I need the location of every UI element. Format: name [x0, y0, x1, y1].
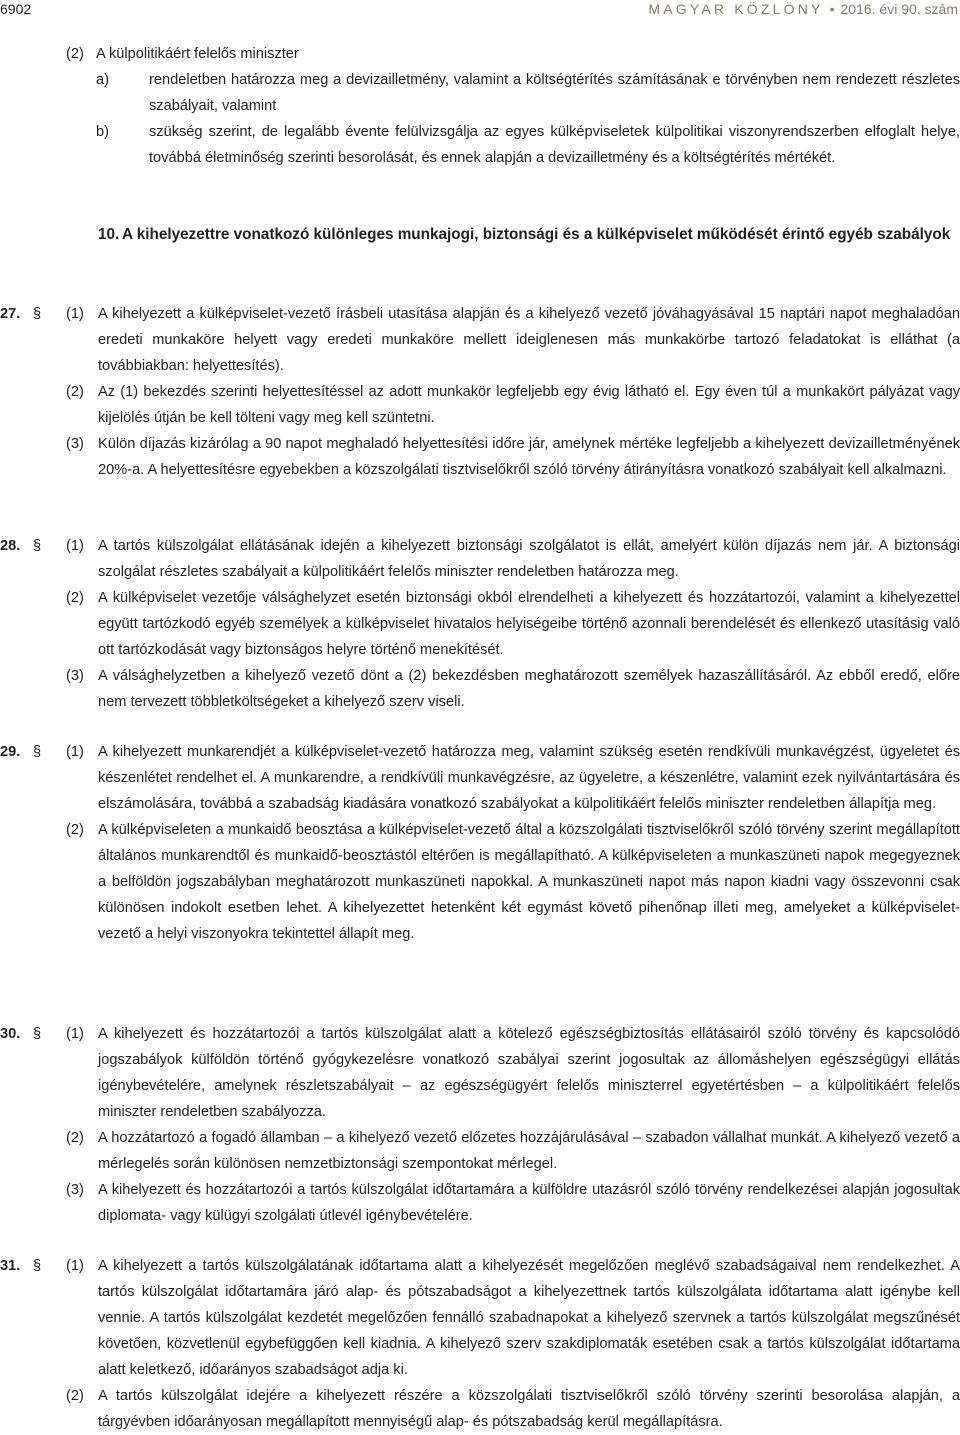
- paragraph-label: (3): [66, 668, 84, 684]
- chapter-number: 10.: [98, 226, 120, 243]
- paragraph: [0, 1125, 960, 1177]
- chapter-heading: [98, 222, 960, 248]
- section-28: [0, 533, 960, 715]
- paragraph: [0, 379, 960, 431]
- intro-subsection: [0, 41, 960, 67]
- section-sign: §: [33, 538, 42, 554]
- paragraph-text: A külképviseleten a munkaidő beosztása a külképviselet-vezető által a közszolgálati tisztviselőkről szóló törvény szerint megállapított általános munkarendtől és munkaidő-beosztástól eltérően is megállapítható. A külképviseleten a munkaszüneti napok megegyeznek a belföldön jogszabályban meghatározott munkaszüneti napokkal. A munkaszüneti napot más napon kiadni vagy összevonni csak különösen indokolt esetben lehet. A kihelyezettet hetenként két egymást követő pihenőnap illeti meg, amelyeket a külképviselet-vezető a helyi viszonyokra tekintettel állapít meg.: [98, 822, 960, 942]
- chapter-title: A kihelyezettre vonatkozó különleges munkajogi, biztonsági és a külképviselet működését érintő egyéb szabályok: [122, 226, 951, 243]
- paragraph-text: A külpolitikáért felelős miniszter: [96, 46, 299, 62]
- paragraph-label: (2): [66, 1130, 84, 1146]
- section-27: [0, 301, 960, 483]
- paragraph-label: (2): [66, 384, 84, 400]
- paragraph: [0, 1177, 960, 1229]
- section-number: 31.: [0, 1258, 21, 1274]
- paragraph-text: A kihelyezett és hozzátartozói a tartós külszolgálat alatt a kötelező egészségbiztosítás ellátásairól szóló törvény és kapcsolódó jogszabályok külföldön történő gyógykezelésre vonatkozó szabályai szerint jogosultak az állomáshelyen egészségügyi ellátás igénybevételére, amelynek részletszabályait – az egészségügyért felelős miniszterrel egyetértésben – a külpolitikáért felelős miniszter rendeletben szabályozza.: [98, 1026, 960, 1120]
- section-sign: §: [33, 306, 42, 322]
- paragraph-text: A tartós külszolgálat ellátásának idején a kihelyezett biztonsági szolgálatot is ellát, amelyért külön díjazás nem jár. A biztonsági szolgálat részletes szabályait a külpolitikáért felelős miniszter rendeletben határozza meg.: [98, 538, 960, 580]
- paragraph: [0, 1021, 960, 1125]
- paragraph-text: A kihelyezett munkarendjét a külképviselet-vezető határozza meg, valamint szükség esetén rendkívüli munkavégzést, ügyeletet és készenlétet rendelhet el. A munkarendre, a rendkívüli munkavégzésre, az ügyeletre, a készenlétre, valamint ezek nyilvántartására és elszámolására, továbbá a szabadság kiadására vonatkozó szabályokat a külpolitikáért felelős miniszter rendeletben állapítja meg.: [98, 744, 960, 812]
- section-sign: §: [33, 1026, 42, 1042]
- paragraph-text: A válsághelyzetben a kihelyező vezető dönt a (2) bekezdésben meghatározott személyek hazaszállításáról. Az ebből eredő, előre nem tervezett többletköltségeket a kihelyező szerv viseli.: [98, 668, 960, 710]
- item-text: rendeletben határozza meg a devizailletmény, valamint a költségtérítés számításának e törvényben nem rendezett részletes szabályait, valamint: [149, 72, 960, 114]
- page-header: [0, 0, 960, 22]
- paragraph-text: Külön díjazás kizárólag a 90 napot meghaladó helyettesítési időre jár, amelynek mértéke legfeljebb a kihelyezett devizailletményének 20%-a. A helyettesítésre egyebekben a közszolgálati tisztviselőkről szóló törvény átirányításra vonatkozó szabályait kell alkalmazni.: [98, 436, 960, 478]
- paragraph: [0, 431, 960, 483]
- paragraph-label: (1): [66, 1258, 84, 1274]
- paragraph-text: A külképviselet vezetője válsághelyzet esetén biztonsági okból elrendelheti a kihelyezett és hozzátartozói, valamint a kihelyezettel együtt tartózkodó egyéb személyek a külképviselet hivatalos helyiségeibe történő azonnali berendelését és ellenkező utasításig való ott tartózkodását vagy biztonságos helyre történő menekítését.: [98, 590, 960, 658]
- section-number: 30.: [0, 1026, 21, 1042]
- section-29: [0, 739, 960, 947]
- header-bullet: •: [829, 1, 835, 17]
- section-sign: §: [33, 744, 42, 760]
- section-30: [0, 1021, 960, 1229]
- paragraph: [0, 585, 960, 663]
- paragraph: [0, 1383, 960, 1435]
- paragraph-text: A kihelyezett a külképviselet-vezető írásbeli utasítása alapján és a kihelyező vezető jóváhagyásával 15 naptári napot meghaladóan eredeti munkaköre helyett vagy eredeti munkaköre mellett ideiglenesen más munkakörbe tartozó feladatokat is elláthat (a továbbiakban: helyettesítés).: [98, 306, 960, 374]
- intro-paragraph: [0, 41, 960, 171]
- item-text: szükség szerint, de legalább évente felülvizsgálja az egyes külképviseletek külpolitikai viszonyrendszerben elfoglalt helye, továbbá életminőség szerinti besorolását, és ennek alapján a devizailletmény és a költségtérítés mértékét.: [149, 124, 960, 166]
- paragraph-label: (3): [66, 436, 84, 452]
- list-item-b: [0, 119, 960, 171]
- paragraph: [0, 663, 960, 715]
- section-number: 27.: [0, 306, 21, 322]
- paragraph-label: (2): [66, 822, 84, 838]
- paragraph-text: A tartós külszolgálat idejére a kihelyezett részére a közszolgálati tisztviselőkről szóló törvény szerinti besorolása alapján, a tárgyévben időarányosan megállapított mennyiségű alap- és pótszabadság kerül megállapításra.: [98, 1388, 960, 1430]
- paragraph: [0, 817, 960, 947]
- section-number: 29.: [0, 744, 21, 760]
- section-31: [0, 1253, 960, 1435]
- paragraph-label: (1): [66, 744, 84, 760]
- journal-title: MAGYAR KÖZLÖNY: [648, 1, 824, 17]
- paragraph-label: (2): [66, 590, 84, 606]
- paragraph-label: (3): [66, 1182, 84, 1198]
- paragraph: [0, 1253, 960, 1383]
- issue-label: 2016. évi 90. szám: [840, 1, 958, 17]
- paragraph-text: Az (1) bekezdés szerinti helyettesítéssel az adott munkakör legfeljebb egy évig látható el. Egy éven túl a munkakört pályázat vagy kijelölés útján be kell tölteni vagy meg kell szüntetni.: [98, 384, 960, 426]
- paragraph-label: (2): [66, 46, 84, 62]
- paragraph-label: (2): [66, 1388, 84, 1404]
- paragraph-text: A kihelyezett és hozzátartozói a tartós külszolgálat időtartamára a külföldre utazásról szóló törvény rendelkezései alapján jogosultak diplomata- vagy külügyi szolgálati útlevél igénybevételére.: [98, 1182, 960, 1224]
- paragraph-text: A kihelyezett a tartós külszolgálatának időtartama alatt a kihelyezését megelőzően meglévő szabadságaival nem rendelkezhet. A tartós külszolgálat időtartamára járó alap- és pótszabadságot a kihelyezettnek tartós külszolgálata időtartama alatt igénybe kell vennie. A tartós külszolgálat kezdetét megelőzően fennálló szabadnapokat a kihelyező szervnek a tartós külszolgálat megszűnését követően, közvetlenül egybefüggően kell kiadnia. A kihelyező szerv szakdiplomaták esetében csak a tartós külszolgálat időtartama alatt keletkező, időarányos szabadságot adja ki.: [98, 1258, 960, 1378]
- item-label: a): [96, 72, 109, 88]
- paragraph-text: A hozzátartozó a fogadó államban – a kihelyező vezető előzetes hozzájárulásával – szabadon vállalhat munkát. A kihelyező vezető a mérlegelés során különösen nemzetbiztonsági szempontokat mérlegel.: [98, 1130, 960, 1172]
- page-number: 6902: [0, 1, 32, 17]
- paragraph-label: (1): [66, 1026, 84, 1042]
- paragraph: [0, 739, 960, 817]
- list-item-a: [0, 67, 960, 119]
- paragraph: [0, 533, 960, 585]
- section-sign: §: [33, 1258, 42, 1274]
- paragraph-label: (1): [66, 538, 84, 554]
- running-header: [648, 0, 958, 18]
- paragraph-label: (1): [66, 306, 84, 322]
- section-number: 28.: [0, 538, 21, 554]
- item-label: b): [96, 124, 109, 140]
- paragraph: [0, 301, 960, 379]
